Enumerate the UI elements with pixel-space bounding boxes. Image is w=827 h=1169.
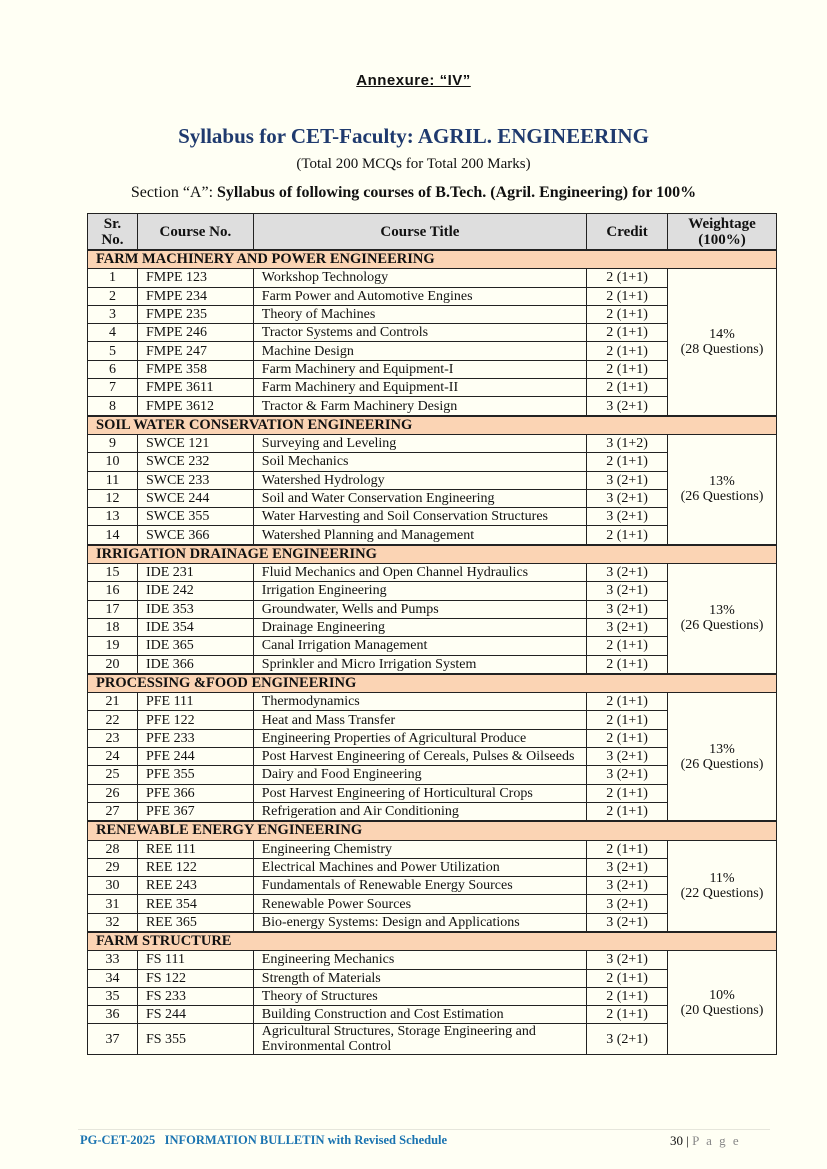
course-no: FS 233 (137, 987, 253, 1005)
sr-no: 12 (88, 489, 138, 507)
course-title: Refrigeration and Air Conditioning (253, 802, 586, 821)
course-no: FS 111 (137, 951, 253, 969)
course-no: SWCE 232 (137, 453, 253, 471)
course-title: Soil and Water Conservation Engineering (253, 489, 586, 507)
credit: 2 (1+1) (587, 1006, 668, 1024)
course-title: Heat and Mass Transfer (253, 711, 586, 729)
sr-no: 22 (88, 711, 138, 729)
course-no: REE 365 (137, 913, 253, 932)
course-no: IDE 242 (137, 582, 253, 600)
course-title: Strength of Materials (253, 969, 586, 987)
footer-divider (78, 1129, 770, 1130)
credit: 2 (1+1) (587, 342, 668, 360)
course-no: PFE 233 (137, 729, 253, 747)
group-row (88, 545, 777, 564)
credit: 2 (1+1) (587, 729, 668, 747)
sr-no: 13 (88, 508, 138, 526)
sr-no: 25 (88, 766, 138, 784)
table-row (88, 564, 777, 582)
course-title: Building Construction and Cost Estimation (253, 1006, 586, 1024)
sr-no: 33 (88, 951, 138, 969)
course-title: Theory of Structures (253, 987, 586, 1005)
credit: 2 (1+1) (587, 453, 668, 471)
course-no: SWCE 366 (137, 526, 253, 545)
credit: 3 (2+1) (587, 895, 668, 913)
course-no: REE 122 (137, 858, 253, 876)
credit: 3 (2+1) (587, 913, 668, 932)
sr-no: 29 (88, 858, 138, 876)
header-course-title: Course Title (253, 214, 586, 251)
course-title: Engineering Properties of Agricultural Produce (253, 729, 586, 747)
sr-no: 17 (88, 600, 138, 618)
course-title: Bio-energy Systems: Design and Applications (253, 913, 586, 932)
table-row (88, 269, 777, 287)
course-title: Drainage Engineering (253, 618, 586, 636)
weightage-cell (668, 269, 777, 416)
annexure-heading: Annexure: “IV” (356, 72, 471, 89)
group-name: RENEWABLE ENERGY ENGINEERING (88, 821, 777, 840)
credit: 3 (2+1) (587, 489, 668, 507)
credit: 2 (1+1) (587, 784, 668, 802)
credit: 3 (2+1) (587, 471, 668, 489)
page-label: P a g e (692, 1133, 741, 1148)
course-title: Canal Irrigation Management (253, 637, 586, 655)
course-no: IDE 366 (137, 655, 253, 674)
credit: 2 (1+1) (587, 305, 668, 323)
course-no: REE 111 (137, 840, 253, 858)
group-row (88, 821, 777, 840)
course-title: Irrigation Engineering (253, 582, 586, 600)
sr-no: 28 (88, 840, 138, 858)
course-no: FMPE 234 (137, 287, 253, 305)
course-no: PFE 111 (137, 693, 253, 711)
page-title: Syllabus for CET-Faculty: AGRIL. ENGINEERING (178, 124, 649, 148)
course-title: Farm Power and Automotive Engines (253, 287, 586, 305)
group-name: PROCESSING &FOOD ENGINEERING (88, 674, 777, 693)
credit: 3 (2+1) (587, 564, 668, 582)
course-no: FMPE 3611 (137, 379, 253, 397)
footer-text: PG-CET-2025 INFORMATION BULLETIN with Revised Schedule (80, 1133, 448, 1147)
course-no: FS 122 (137, 969, 253, 987)
course-title: Workshop Technology (253, 269, 586, 287)
sr-no: 31 (88, 895, 138, 913)
sr-no: 20 (88, 655, 138, 674)
sr-no: 9 (88, 434, 138, 452)
sr-no: 3 (88, 305, 138, 323)
sr-no: 2 (88, 287, 138, 305)
sr-no: 37 (88, 1024, 138, 1055)
course-title: Machine Design (253, 342, 586, 360)
table-row (88, 693, 777, 711)
sr-no: 18 (88, 618, 138, 636)
sr-no: 36 (88, 1006, 138, 1024)
course-title: Groundwater, Wells and Pumps (253, 600, 586, 618)
course-title: Renewable Power Sources (253, 895, 586, 913)
weightage-cell (668, 564, 777, 674)
course-title: Post Harvest Engineering of Cereals, Pulses & Oilseeds (253, 748, 586, 766)
course-no: PFE 244 (137, 748, 253, 766)
course-no: SWCE 355 (137, 508, 253, 526)
sr-no: 14 (88, 526, 138, 545)
weightage-questions: (20 Questions) (680, 1002, 764, 1018)
course-no: FMPE 246 (137, 324, 253, 342)
table-row (88, 434, 777, 452)
credit: 3 (2+1) (587, 858, 668, 876)
credit: 2 (1+1) (587, 987, 668, 1005)
weightage-cell (668, 840, 777, 932)
table-header-row (88, 214, 777, 251)
credit: 2 (1+1) (587, 655, 668, 674)
credit: 2 (1+1) (587, 637, 668, 655)
header-course-no: Course No. (137, 214, 253, 251)
course-title: Post Harvest Engineering of Horticultural Crops (253, 784, 586, 802)
sr-no: 23 (88, 729, 138, 747)
group-name: IRRIGATION DRAINAGE ENGINEERING (88, 545, 777, 564)
credit: 3 (2+1) (587, 1024, 668, 1055)
page-number: 30 | P a g e (670, 1133, 741, 1148)
course-title: Engineering Chemistry (253, 840, 586, 858)
sr-no: 27 (88, 802, 138, 821)
header-sr-no: Sr. No. (88, 214, 138, 251)
credit: 2 (1+1) (587, 324, 668, 342)
weightage-cell (668, 951, 777, 1055)
credit: 3 (2+1) (587, 618, 668, 636)
credit: 2 (1+1) (587, 360, 668, 378)
course-title: Engineering Mechanics (253, 951, 586, 969)
course-no: SWCE 233 (137, 471, 253, 489)
section-prefix: Section “A”: (130, 184, 214, 201)
header-weightage: Weightage (100%) (668, 214, 777, 251)
course-no: FMPE 235 (137, 305, 253, 323)
group-row (88, 416, 777, 435)
credit: 2 (1+1) (587, 526, 668, 545)
course-no: FMPE 358 (137, 360, 253, 378)
credit: 3 (2+1) (587, 877, 668, 895)
credit: 3 (2+1) (587, 748, 668, 766)
weightage-percent: 13% (709, 741, 735, 757)
sr-no: 24 (88, 748, 138, 766)
table-body (88, 250, 777, 1055)
course-title: Soil Mechanics (253, 453, 586, 471)
credit: 2 (1+1) (587, 379, 668, 397)
page-number-value: 30 (670, 1133, 683, 1148)
sr-no: 10 (88, 453, 138, 471)
course-no: FMPE 247 (137, 342, 253, 360)
sr-no: 32 (88, 913, 138, 932)
course-title: Sprinkler and Micro Irrigation System (253, 655, 586, 674)
sr-no: 7 (88, 379, 138, 397)
course-no: SWCE 121 (137, 434, 253, 452)
sr-no: 1 (88, 269, 138, 287)
sr-no: 34 (88, 969, 138, 987)
course-title: Electrical Machines and Power Utilization (253, 858, 586, 876)
weightage-questions: (28 Questions) (680, 341, 764, 357)
course-no: PFE 366 (137, 784, 253, 802)
course-title: Watershed Hydrology (253, 471, 586, 489)
course-title: Surveying and Leveling (253, 434, 586, 452)
course-title: Theory of Machines (253, 305, 586, 323)
weightage-cell (668, 693, 777, 822)
course-no: FS 355 (137, 1024, 253, 1055)
course-title: Farm Machinery and Equipment-II (253, 379, 586, 397)
group-name: FARM MACHINERY AND POWER ENGINEERING (88, 250, 777, 269)
credit: 3 (2+1) (587, 766, 668, 784)
sr-no: 5 (88, 342, 138, 360)
credit: 2 (1+1) (587, 969, 668, 987)
sr-no: 11 (88, 471, 138, 489)
sr-no: 8 (88, 397, 138, 416)
weightage-percent: 14% (709, 326, 735, 342)
section-text: Syllabus of following courses of B.Tech. (Agril. Engineering) for 100% (217, 184, 697, 201)
course-title: Water Harvesting and Soil Conservation Structures (253, 508, 586, 526)
weightage-percent: 13% (709, 603, 735, 619)
header-credit: Credit (587, 214, 668, 251)
course-no: IDE 365 (137, 637, 253, 655)
course-title: Farm Machinery and Equipment-I (253, 360, 586, 378)
weightage-questions: (26 Questions) (680, 489, 764, 505)
sr-no: 15 (88, 564, 138, 582)
sr-no: 16 (88, 582, 138, 600)
course-no: REE 354 (137, 895, 253, 913)
group-row (88, 932, 777, 951)
group-name: FARM STRUCTURE (88, 932, 777, 951)
weightage-percent: 13% (709, 474, 735, 490)
sr-no: 19 (88, 637, 138, 655)
credit: 2 (1+1) (587, 840, 668, 858)
sr-no: 26 (88, 784, 138, 802)
credit: 3 (1+2) (587, 434, 668, 452)
course-no: FMPE 3612 (137, 397, 253, 416)
course-no: IDE 354 (137, 618, 253, 636)
weightage-questions: (22 Questions) (680, 885, 764, 901)
sr-no: 4 (88, 324, 138, 342)
course-title: Agricultural Structures, Storage Engineering and Environmental Control (253, 1024, 586, 1055)
course-no: PFE 355 (137, 766, 253, 784)
weightage-percent: 10% (709, 987, 735, 1003)
credit: 3 (2+1) (587, 508, 668, 526)
course-title: Thermodynamics (253, 693, 586, 711)
course-title: Tractor & Farm Machinery Design (253, 397, 586, 416)
credit: 2 (1+1) (587, 693, 668, 711)
sr-no: 35 (88, 987, 138, 1005)
table-row (88, 840, 777, 858)
credit: 2 (1+1) (587, 802, 668, 821)
credit: 3 (2+1) (587, 397, 668, 416)
credit: 2 (1+1) (587, 711, 668, 729)
section-heading (0, 184, 827, 202)
sr-no: 30 (88, 877, 138, 895)
course-no: FMPE 123 (137, 269, 253, 287)
course-no: PFE 122 (137, 711, 253, 729)
course-no: IDE 231 (137, 564, 253, 582)
course-title: Watershed Planning and Management (253, 526, 586, 545)
weightage-questions: (26 Questions) (680, 618, 764, 634)
course-title: Fluid Mechanics and Open Channel Hydraulics (253, 564, 586, 582)
sr-no: 6 (88, 360, 138, 378)
credit: 3 (2+1) (587, 600, 668, 618)
credit: 3 (2+1) (587, 951, 668, 969)
weightage-percent: 11% (709, 870, 735, 886)
course-title: Fundamentals of Renewable Energy Sources (253, 877, 586, 895)
syllabus-table (87, 213, 777, 1055)
credit: 3 (2+1) (587, 582, 668, 600)
group-row (88, 674, 777, 693)
course-title: Tractor Systems and Controls (253, 324, 586, 342)
weightage-cell (668, 434, 777, 544)
subtitle: (Total 200 MCQs for Total 200 Marks) (296, 156, 531, 172)
course-no: REE 243 (137, 877, 253, 895)
weightage-questions: (26 Questions) (680, 756, 764, 772)
group-name: SOIL WATER CONSERVATION ENGINEERING (88, 416, 777, 435)
course-no: SWCE 244 (137, 489, 253, 507)
group-row (88, 250, 777, 269)
sr-no: 21 (88, 693, 138, 711)
course-no: IDE 353 (137, 600, 253, 618)
course-title: Dairy and Food Engineering (253, 766, 586, 784)
credit: 2 (1+1) (587, 287, 668, 305)
credit: 2 (1+1) (587, 269, 668, 287)
table-row (88, 951, 777, 969)
course-no: FS 244 (137, 1006, 253, 1024)
course-no: PFE 367 (137, 802, 253, 821)
